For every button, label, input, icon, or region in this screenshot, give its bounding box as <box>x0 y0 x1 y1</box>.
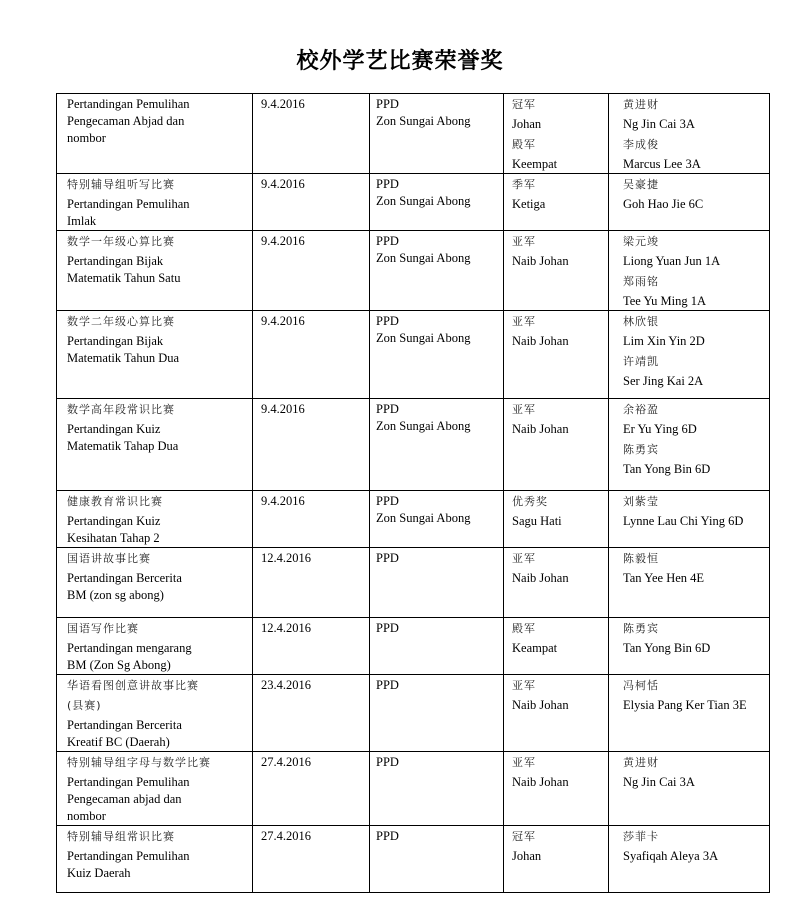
award-malay: Naib Johan <box>512 334 569 348</box>
venue-line: Zon Sungai Abong <box>376 194 471 208</box>
event-malay-line: Pertandingan Bijak <box>67 254 164 268</box>
venue-line: PPD <box>376 621 399 635</box>
venue-line: PPD <box>376 314 399 328</box>
winner-chinese-name: 吴豪捷 <box>623 178 659 191</box>
event-date: 27.4.2016 <box>261 755 311 769</box>
award-malay: Keempat <box>512 157 558 171</box>
winner-chinese-name: 冯柯恬 <box>623 679 659 692</box>
event-chinese: 数学高年段常识比赛 <box>67 403 175 416</box>
award-cell <box>504 311 609 399</box>
winner-cell <box>609 311 770 399</box>
event-cell <box>57 174 253 231</box>
event-date: 12.4.2016 <box>261 551 311 565</box>
winner-cell <box>609 231 770 311</box>
venue-cell <box>370 231 504 311</box>
winner-chinese-name: 陈勇宾 <box>623 622 659 635</box>
award-malay: Johan <box>512 849 542 863</box>
award-chinese: 冠军 <box>512 830 536 843</box>
award-cell <box>504 675 609 752</box>
event-malay-line: Pengecaman Abjad dan <box>67 114 185 128</box>
event-date: 23.4.2016 <box>261 678 311 692</box>
award-chinese: 季军 <box>512 178 536 191</box>
winner-chinese-name: 黄进财 <box>623 756 659 769</box>
table-row <box>57 618 770 675</box>
award-chinese: 冠军 <box>512 98 536 111</box>
award-malay: Naib Johan <box>512 775 569 789</box>
event-malay-line: Pengecaman abjad dan <box>67 792 182 806</box>
winner-name: Lynne Lau Chi Ying 6D <box>623 514 744 528</box>
event-malay-line: Kuiz Daerah <box>67 866 131 880</box>
winner-chinese-name: 许靖凯 <box>623 355 659 368</box>
event-malay-line: Matematik Tahun Dua <box>67 351 180 365</box>
event-cell <box>57 94 253 174</box>
table-row <box>57 491 770 548</box>
event-cell <box>57 399 253 491</box>
award-chinese: 亚军 <box>512 403 536 416</box>
event-malay-line: Kreatif BC (Daerah) <box>67 735 170 749</box>
winner-name: Marcus Lee 3A <box>623 157 701 171</box>
winner-cell <box>609 826 770 893</box>
award-malay: Johan <box>512 117 542 131</box>
winner-chinese-name: 莎菲卡 <box>623 830 659 843</box>
award-cell <box>504 231 609 311</box>
event-cell <box>57 311 253 399</box>
event-malay-line: Pertandingan Pemulihan <box>67 197 190 211</box>
event-malay-line: Pertandingan Pemulihan <box>67 775 190 789</box>
table-row <box>57 826 770 893</box>
venue-line: PPD <box>376 177 399 191</box>
venue-line: Zon Sungai Abong <box>376 331 471 345</box>
event-chinese: 国语讲故事比赛 <box>67 552 151 565</box>
award-chinese: 亚军 <box>512 679 536 692</box>
winner-name: Ng Jin Cai 3A <box>623 117 695 131</box>
venue-cell <box>370 399 504 491</box>
venue-cell <box>370 311 504 399</box>
venue-line: PPD <box>376 829 399 843</box>
award-malay: Naib Johan <box>512 571 569 585</box>
table-row <box>57 94 770 174</box>
winner-name: Tee Yu Ming 1A <box>623 294 707 308</box>
table-row <box>57 548 770 618</box>
event-malay-line: BM (Zon Sg Abong) <box>67 658 171 672</box>
event-malay-line: Pertandingan Pemulihan <box>67 849 190 863</box>
award-chinese: 亚军 <box>512 315 536 328</box>
date-cell <box>253 174 370 231</box>
event-malay-line: Pertandingan mengarang <box>67 641 192 655</box>
date-cell <box>253 548 370 618</box>
venue-cell <box>370 826 504 893</box>
winner-chinese-name: 余裕盈 <box>623 403 659 416</box>
winner-chinese-name: 林欣银 <box>623 315 659 328</box>
winner-name: Ser Jing Kai 2A <box>623 374 704 388</box>
award-malay: Naib Johan <box>512 698 569 712</box>
venue-cell <box>370 174 504 231</box>
winner-chinese-name: 郑雨铭 <box>623 275 659 288</box>
winner-chinese-name: 李成俊 <box>623 138 659 151</box>
venue-line: PPD <box>376 551 399 565</box>
date-cell <box>253 675 370 752</box>
winner-name: Tan Yong Bin 6D <box>623 462 711 476</box>
date-cell <box>253 491 370 548</box>
event-malay-line: Pertandingan Bercerita <box>67 718 182 732</box>
event-cell <box>57 826 253 893</box>
winner-chinese-name: 陈毅恒 <box>623 552 659 565</box>
event-cell <box>57 752 253 826</box>
award-cell <box>504 752 609 826</box>
venue-cell <box>370 618 504 675</box>
event-malay-line: Imlak <box>67 214 97 228</box>
event-malay-line: Matematik Tahun Satu <box>67 271 181 285</box>
event-chinese: 健康教育常识比赛 <box>67 495 163 508</box>
venue-cell <box>370 548 504 618</box>
venue-line: PPD <box>376 755 399 769</box>
winner-name: Tan Yong Bin 6D <box>623 641 711 655</box>
venue-cell <box>370 752 504 826</box>
award-malay: Naib Johan <box>512 254 569 268</box>
event-malay-line: Pertandingan Bercerita <box>67 571 182 585</box>
table-row <box>57 231 770 311</box>
venue-cell <box>370 94 504 174</box>
winner-name: Liong Yuan Jun 1A <box>623 254 721 268</box>
award-cell <box>504 826 609 893</box>
winner-name: Tan Yee Hen 4E <box>623 571 705 585</box>
event-chinese: 国语写作比赛 <box>67 622 139 635</box>
event-chinese-2: (县赛) <box>67 699 102 712</box>
winner-name: Ng Jin Cai 3A <box>623 775 695 789</box>
venue-line: PPD <box>376 234 399 248</box>
date-cell <box>253 752 370 826</box>
date-cell <box>253 311 370 399</box>
event-malay-line: Pertandingan Kuiz <box>67 514 161 528</box>
award-cell <box>504 618 609 675</box>
event-malay-line: Pertandingan Kuiz <box>67 422 161 436</box>
award-chinese: 优秀奖 <box>512 495 548 508</box>
event-date: 12.4.2016 <box>261 621 311 635</box>
table-row <box>57 752 770 826</box>
award-malay: Sagu Hati <box>512 514 562 528</box>
winner-name: Lim Xin Yin 2D <box>623 334 705 348</box>
winner-name: Er Yu Ying 6D <box>623 422 697 436</box>
event-chinese: 华语看图创意讲故事比赛 <box>67 679 199 692</box>
table-row <box>57 399 770 491</box>
winner-chinese-name: 梁元竣 <box>623 235 659 248</box>
award-malay: Ketiga <box>512 197 546 211</box>
event-cell <box>57 618 253 675</box>
winner-chinese-name: 陈勇宾 <box>623 443 659 456</box>
awards-table <box>56 93 770 893</box>
event-malay-line: Pertandingan Bijak <box>67 334 164 348</box>
event-date: 9.4.2016 <box>261 494 305 508</box>
award-malay: Naib Johan <box>512 422 569 436</box>
event-cell <box>57 548 253 618</box>
winner-name: Goh Hao Jie 6C <box>623 197 704 211</box>
award-chinese: 殿军 <box>512 138 536 151</box>
event-malay-line: Kesihatan Tahap 2 <box>67 531 160 545</box>
award-chinese: 亚军 <box>512 756 536 769</box>
winner-cell <box>609 618 770 675</box>
award-chinese: 亚军 <box>512 552 536 565</box>
event-malay-line: Matematik Tahap Dua <box>67 439 179 453</box>
venue-line: PPD <box>376 402 399 416</box>
venue-cell <box>370 491 504 548</box>
winner-name: Elysia Pang Ker Tian 3E <box>623 698 747 712</box>
winner-cell <box>609 94 770 174</box>
event-malay-line: nombor <box>67 131 106 145</box>
winner-cell <box>609 491 770 548</box>
event-chinese: 数学二年级心算比赛 <box>67 315 175 328</box>
winner-cell <box>609 174 770 231</box>
venue-line: Zon Sungai Abong <box>376 511 471 525</box>
date-cell <box>253 618 370 675</box>
winner-cell <box>609 399 770 491</box>
awards-table-body <box>57 94 770 893</box>
winner-chinese-name: 刘紫莹 <box>623 495 659 508</box>
winner-chinese-name: 黄进财 <box>623 98 659 111</box>
event-malay-line: Pertandingan Pemulihan <box>67 97 190 111</box>
page-title: 校外学艺比赛荣誉奖 <box>296 49 504 74</box>
event-chinese: 特别辅导组字母与数学比赛 <box>67 756 211 769</box>
venue-line: PPD <box>376 97 399 111</box>
award-cell <box>504 548 609 618</box>
date-cell <box>253 399 370 491</box>
event-date: 9.4.2016 <box>261 234 305 248</box>
date-cell <box>253 231 370 311</box>
award-cell <box>504 174 609 231</box>
event-malay-line: nombor <box>67 809 106 823</box>
award-chinese: 殿军 <box>512 622 536 635</box>
table-row <box>57 311 770 399</box>
award-cell <box>504 399 609 491</box>
event-malay-line: BM (zon sg abong) <box>67 588 164 602</box>
event-chinese: 特别辅导组常识比赛 <box>67 830 175 843</box>
venue-line: PPD <box>376 494 399 508</box>
event-chinese: 数学一年级心算比赛 <box>67 235 175 248</box>
award-malay: Keampat <box>512 641 558 655</box>
venue-line: Zon Sungai Abong <box>376 251 471 265</box>
winner-name: Syafiqah Aleya 3A <box>623 849 719 863</box>
venue-line: Zon Sungai Abong <box>376 114 471 128</box>
date-cell <box>253 826 370 893</box>
date-cell <box>253 94 370 174</box>
table-row <box>57 675 770 752</box>
winner-cell <box>609 752 770 826</box>
award-cell <box>504 491 609 548</box>
event-cell <box>57 231 253 311</box>
event-date: 27.4.2016 <box>261 829 311 843</box>
table-row <box>57 174 770 231</box>
event-date: 9.4.2016 <box>261 97 305 111</box>
event-chinese: 特别辅导组听写比赛 <box>67 178 175 191</box>
award-cell <box>504 94 609 174</box>
winner-cell <box>609 675 770 752</box>
event-date: 9.4.2016 <box>261 314 305 328</box>
event-cell <box>57 675 253 752</box>
venue-line: Zon Sungai Abong <box>376 419 471 433</box>
winner-cell <box>609 548 770 618</box>
venue-cell <box>370 675 504 752</box>
award-chinese: 亚军 <box>512 235 536 248</box>
event-date: 9.4.2016 <box>261 402 305 416</box>
venue-line: PPD <box>376 678 399 692</box>
event-date: 9.4.2016 <box>261 177 305 191</box>
event-cell <box>57 491 253 548</box>
